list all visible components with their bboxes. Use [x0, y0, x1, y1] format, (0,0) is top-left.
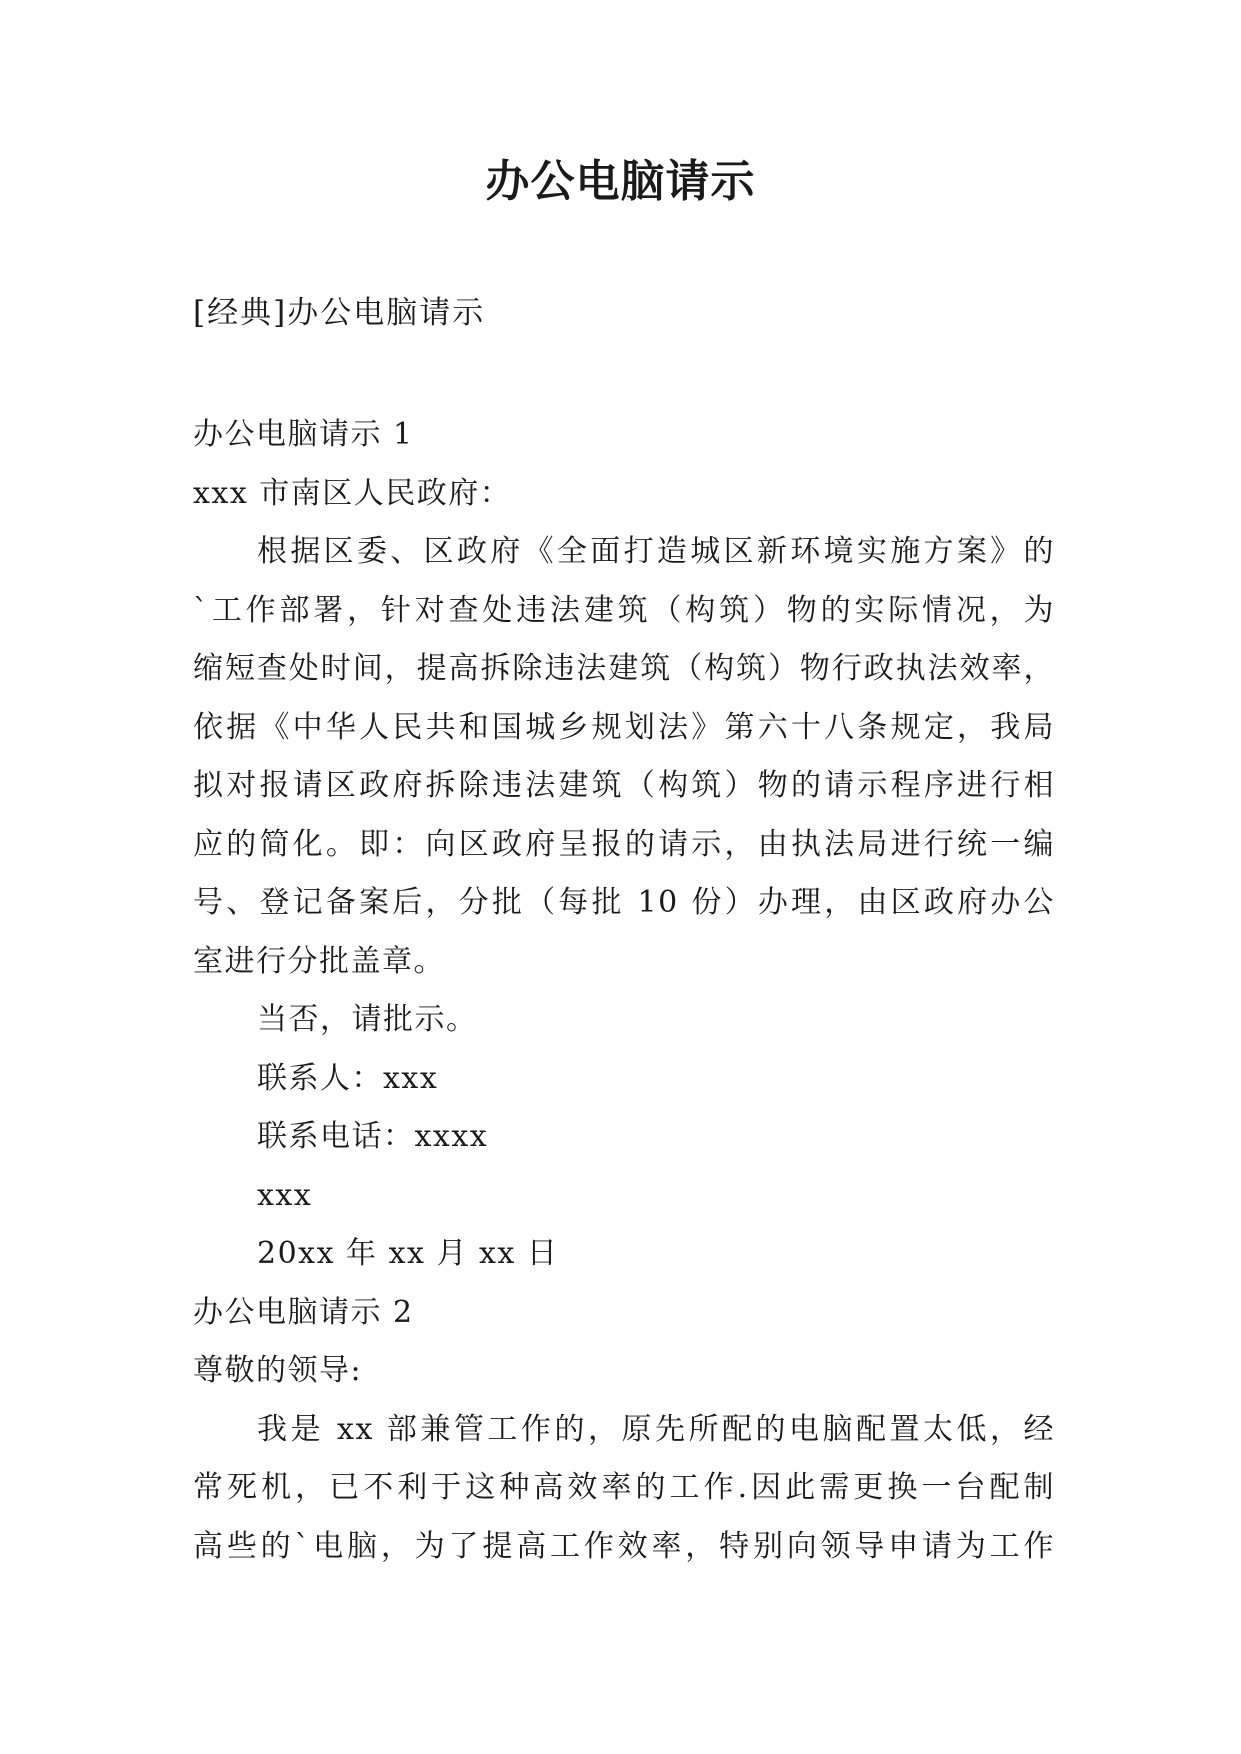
section1-paragraph-line: 应的简化。即：向区政府呈报的请示，由执法局进行统一编: [193, 826, 1055, 862]
section1-paragraph-line: `工作部署，针对查处违法建筑（构筑）物的实际情况，为: [193, 592, 1055, 628]
section2-paragraph-line: 高些的`电脑，为了提高工作效率，特别向领导申请为工作: [193, 1528, 1055, 1564]
section1-paragraph-line: 缩短查处时间，提高拆除违法建筑（构筑）物行政执法效率，: [193, 651, 1055, 686]
section2-paragraph-line: 我是 xx 部兼管工作的，原先所配的电脑配置太低，经: [257, 1411, 1055, 1447]
section1-contact-person: 联系人：xxx: [257, 1060, 439, 1096]
section1-heading: 办公电脑请示 1: [193, 417, 414, 452]
section1-date: 20xx 年 xx 月 xx 日: [257, 1236, 559, 1271]
document-subtitle: [经典]办公电脑请示: [193, 295, 486, 331]
section2-salutation: 尊敬的领导:: [193, 1353, 363, 1388]
section1-paragraph-line: 号、登记备案后，分批（每批 10 份）办理，由区政府办公: [193, 885, 1055, 920]
section1-paragraph-line: 依据《中华人民共和国城乡规划法》第六十八条规定，我局: [193, 709, 1055, 745]
section1-contact-phone: 联系电话：xxxx: [257, 1119, 489, 1154]
document-title: 办公电脑请示: [485, 156, 756, 207]
section1-paragraph-line: 室进行分批盖章。: [193, 943, 445, 979]
section1-signature: xxx: [257, 1177, 313, 1213]
section1-paragraph-line: 拟对报请区政府拆除违法建筑（构筑）物的请示程序进行相: [193, 768, 1055, 803]
section2-paragraph-line: 常死机，已不利于这种高效率的工作.因此需更换一台配制: [193, 1470, 1055, 1505]
document-body: [193, 406, 1055, 1576]
section1-salutation: xxx 市南区人民政府：: [193, 475, 512, 511]
section1-paragraph-line: 根据区委、区政府《全面打造城区新环境实施方案》的: [257, 534, 1055, 569]
section2-heading: 办公电脑请示 2: [193, 1294, 414, 1330]
section1-closing: 当否，请批示。: [257, 1002, 478, 1037]
